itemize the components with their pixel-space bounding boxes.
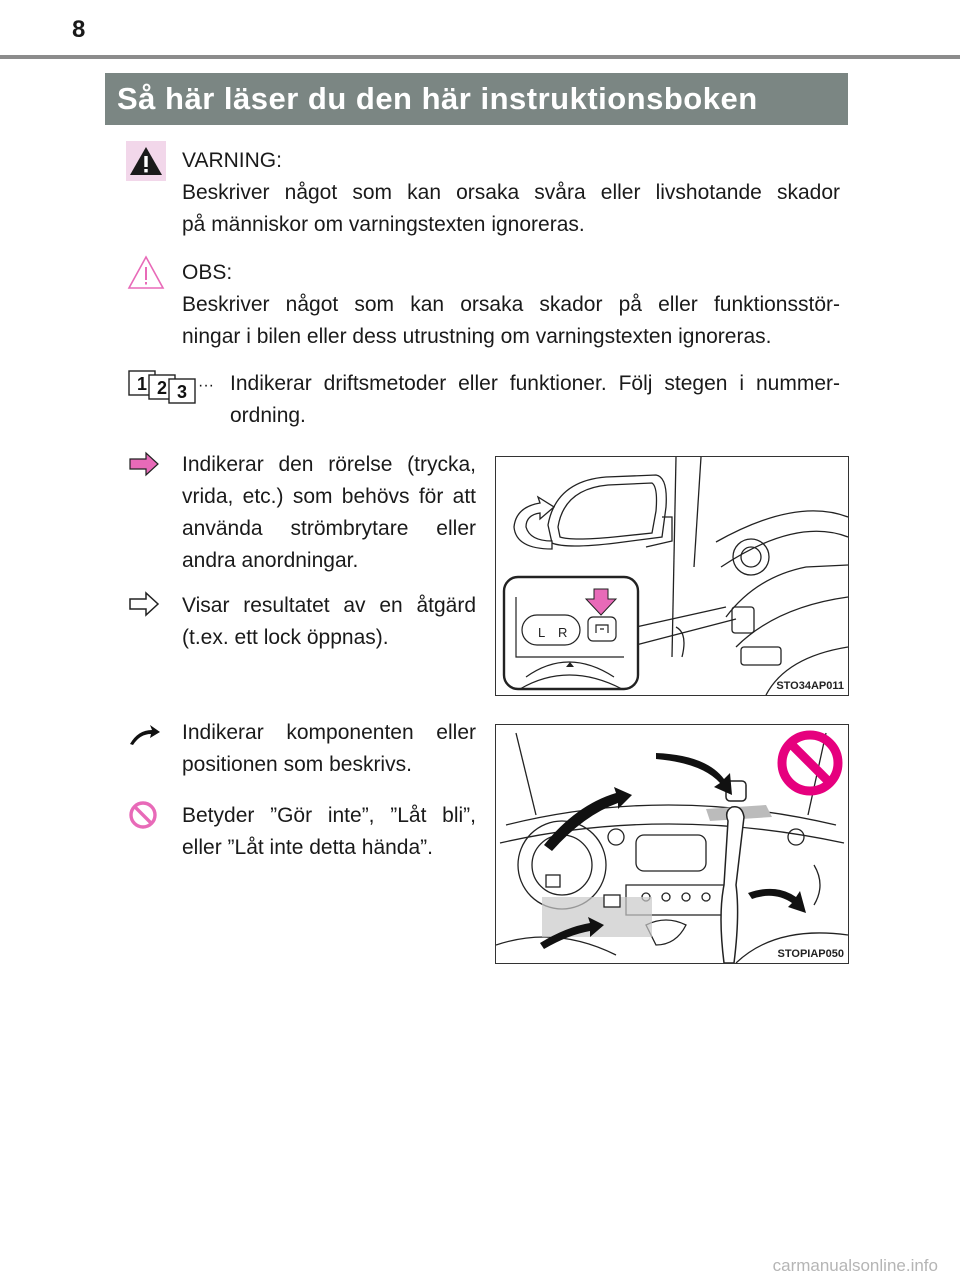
caution-triangle-icon: [126, 254, 166, 292]
steps-line: Indikerar driftsmetoder eller funktioner. Följ stegen i nummer-: [230, 372, 840, 395]
step-number: 3: [176, 382, 188, 402]
warning-line: på människor om varningstexten ignoreras.: [182, 213, 585, 236]
action-line: använda strömbrytare eller: [182, 517, 476, 540]
action-line: vrida, etc.) som behövs för att: [182, 485, 476, 508]
action-line: Indikerar den rörelse (trycka,: [182, 453, 476, 476]
warning-triangle-icon: [126, 141, 166, 181]
component-line: positionen som beskrivs.: [182, 753, 412, 776]
step-number: 1: [136, 374, 148, 394]
dashboard-illustration: [496, 725, 848, 963]
warning-line: Beskriver något som kan orsaka svåra eller livshotande skador: [182, 181, 840, 204]
result-line: Visar resultatet av en åtgärd: [182, 594, 476, 617]
warning-text: [182, 145, 840, 241]
section-banner: Så här läser du den här instruktionsboken: [105, 73, 848, 125]
steps-line: ordning.: [230, 404, 306, 427]
warning-heading: VARNING:: [182, 149, 282, 172]
action-arrow-icon: [128, 451, 160, 477]
result-line: (t.ex. ett lock öppnas).: [182, 626, 389, 649]
mirror-switch-figure: [495, 456, 849, 696]
step-numbers-icon: [128, 370, 228, 404]
notice-text: [182, 257, 840, 353]
figure-code: STO34AP011: [776, 680, 844, 692]
notice-line: Beskriver något som kan orsaka skador på eller funktionsstör-: [182, 293, 840, 316]
action-arrow-text: [182, 449, 476, 577]
dashboard-figure: [495, 724, 849, 964]
prohibition-line: Betyder ”Gör inte”, ”Låt bli”,: [182, 804, 476, 827]
component-line: Indikerar komponenten eller: [182, 721, 476, 744]
result-arrow-icon: [128, 591, 160, 617]
step-number: 2: [156, 378, 168, 398]
component-arrow-text: [182, 717, 476, 781]
figure-code: STOPIAP050: [777, 948, 844, 960]
prohibition-line: eller ”Låt inte detta hända”.: [182, 836, 433, 859]
result-arrow-text: [182, 590, 476, 654]
prohibition-text: [182, 800, 476, 864]
steps-text: [230, 368, 840, 432]
switch-left-label: L: [538, 625, 546, 640]
mirror-switch-illustration: [496, 457, 848, 695]
switch-right-label: R: [558, 625, 568, 640]
notice-line: ningar i bilen eller dess utrustning om varningstexten ignoreras.: [182, 325, 772, 348]
action-line: andra anordningar.: [182, 549, 359, 572]
step-ellipsis: ···: [198, 377, 214, 394]
component-arrow-icon: [128, 724, 162, 746]
top-rule: [0, 55, 960, 59]
page-number: 8: [72, 16, 86, 43]
watermark: carmanualsonline.info: [772, 1256, 938, 1275]
prohibited-icon: [128, 800, 158, 830]
notice-heading: OBS:: [182, 261, 233, 284]
